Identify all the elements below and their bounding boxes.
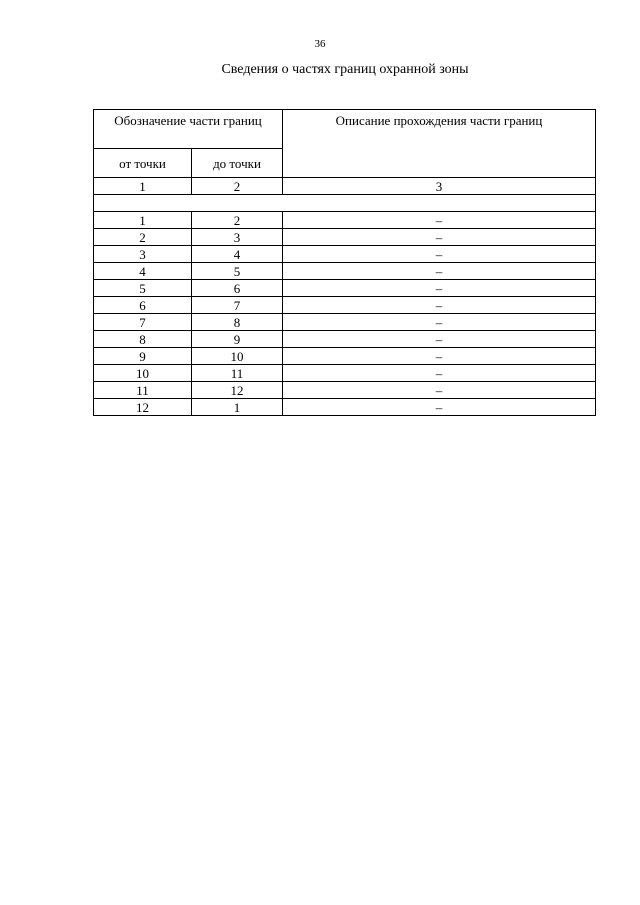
cell-to: 1 [192,399,283,416]
table-row [94,297,596,314]
cell-description: – [283,331,596,348]
cell-from: 9 [94,348,192,365]
cell-description: – [283,212,596,229]
cell-description: – [283,314,596,331]
cell-from: 2 [94,229,192,246]
table-row [94,229,596,246]
page-number: 36 [314,38,326,50]
cell-from: 3 [94,246,192,263]
cell-description: – [283,399,596,416]
cell-description: – [283,348,596,365]
table-row [94,399,596,416]
cell-from: 8 [94,331,192,348]
boundary-parts-table [93,109,596,416]
cell-to: 5 [192,263,283,280]
blank-row [94,195,596,212]
table-row [94,280,596,297]
cell-to: 7 [192,297,283,314]
table-header-row [94,110,596,149]
table-row [94,365,596,382]
cell-to: 6 [192,280,283,297]
cell-description: – [283,229,596,246]
table-row [94,348,596,365]
header-to-point: до точки [192,149,283,178]
cell-description: – [283,297,596,314]
cell-to: 8 [192,314,283,331]
cell-from: 7 [94,314,192,331]
cell-from: 10 [94,365,192,382]
table-row [94,263,596,280]
blank-cell [94,195,596,212]
cell-to: 10 [192,348,283,365]
table-row [94,246,596,263]
cell-to: 9 [192,331,283,348]
cell-from: 1 [94,212,192,229]
cell-from: 5 [94,280,192,297]
table-row [94,382,596,399]
document-title: Сведения о частях границ охранной зоны [221,62,469,77]
column-number-3: 3 [283,178,596,195]
cell-to: 11 [192,365,283,382]
cell-description: – [283,246,596,263]
header-boundary-description: Описание прохождения части границ [283,110,596,178]
table-row [94,212,596,229]
cell-description: – [283,263,596,280]
cell-from: 4 [94,263,192,280]
cell-description: – [283,365,596,382]
column-number-1: 1 [94,178,192,195]
header-boundary-designation: Обозначение части границ [94,110,283,149]
cell-description: – [283,382,596,399]
cell-from: 11 [94,382,192,399]
column-number-row [94,178,596,195]
cell-to: 12 [192,382,283,399]
cell-from: 6 [94,297,192,314]
cell-to: 3 [192,229,283,246]
header-from-point: от точки [94,149,192,178]
table-row [94,314,596,331]
column-number-2: 2 [192,178,283,195]
cell-to: 2 [192,212,283,229]
cell-description: – [283,280,596,297]
table-row [94,331,596,348]
cell-to: 4 [192,246,283,263]
cell-from: 12 [94,399,192,416]
